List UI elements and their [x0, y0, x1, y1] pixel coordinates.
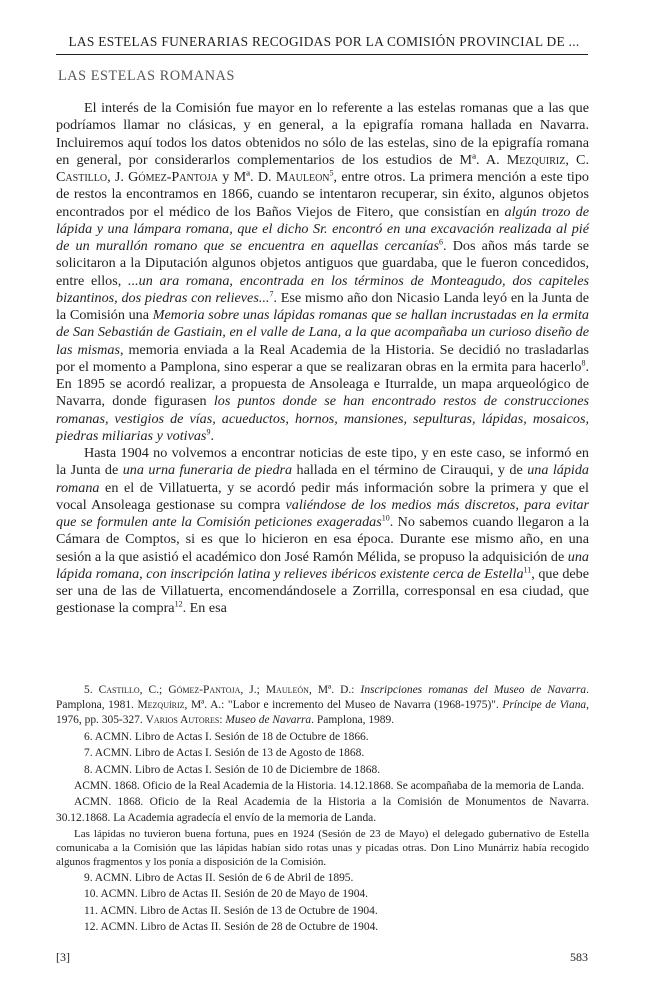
author-name: Mezquíriz: [137, 699, 185, 712]
work-title: Museo de Navarra: [225, 714, 312, 727]
running-header: LAS ESTELAS FUNERARIAS RECOGIDAS POR LA COMISIÓN PROVINCIAL DE ...: [68, 34, 580, 49]
footnote-8-cont-2: ACMN. 1868. Oficio de la Real Academia de la Historia a la Comisión de Monumentos de Navarra. 30.12.1868. La Academia agradecía el envío de la memoria de Landa.: [56, 796, 589, 824]
footnote-ref: 10: [381, 513, 390, 523]
footnote-ref: 12: [174, 599, 183, 609]
footnote-ref: 9: [206, 427, 211, 437]
footnote-8: 8. ACMN. Libro de Actas I. Sesión de 10 de Diciembre de 1868.: [84, 763, 381, 776]
text-run: , entre otros. La primera mención a este tipo de restos la encontramos en 1866, cuando se intentaron recuperar, sin éxito, algunos objetos encontrados por el médico de los Baños Viejos de Fitero, que consistían en: [56, 169, 589, 220]
text-run: :: [219, 714, 226, 727]
footnote-11: 11. ACMN. Libro de Actas II. Sesión de 13 de Octubre de 1904.: [84, 904, 378, 917]
quote: una urna funeraria de piedra: [122, 462, 293, 479]
footnote-5: [56, 683, 589, 729]
text-run: . En esa: [182, 600, 227, 617]
text-run: Hasta 1904 no volvemos a encontrar noticias de este tipo, y en este caso, se informó en la Junta de: [56, 445, 589, 479]
author-name: Mezquiriz: [506, 151, 566, 168]
paragraph-1: [56, 100, 589, 445]
text-run: .: [210, 427, 214, 444]
section-marker: [3]: [56, 950, 70, 964]
quote: los puntos donde se han encontrado restos de construcciones romanas, vestigios de vías, acueductos, hornos, mansiones, sepulturas, lápidas, mosaicos, piedras miliarias y votivas: [56, 393, 589, 444]
author-name: Mauleon: [275, 169, 330, 185]
author-name: Varios Autores: [145, 714, 220, 727]
body-text: [56, 100, 589, 618]
author-name: Gómez-Pantoja: [128, 169, 218, 185]
work-title: Príncipe de Viana: [502, 699, 587, 712]
text-run: en el de Villatuerta, y se acordó pedir más información sobre la primera y que el vocal Ansoleaga gestionase su compra: [56, 479, 589, 513]
text-run: . Ese mismo año don Nicasio Landa leyó en la Junta de la Comisión una: [56, 289, 589, 323]
text-run: , Mª. D.:: [308, 684, 361, 696]
footnote-9: 9. ACMN. Libro de Actas II. Sesión de 6 de Abril de 1895.: [84, 871, 354, 884]
text-run: . En 1895 se acordó realizar, a propuesta de Ansoleaga e Iturralde, un mapa arqueológico de Navarra, donde figurasen: [56, 358, 589, 410]
text-run: , memoria enviada a la Real Academia de la Historia. Se decidió no trasladarlas por el momento a Pamplona, sino esperar a que se realizaran obras en la ermita para hacerlo: [56, 341, 589, 375]
footnote-number: 5.: [84, 684, 99, 696]
footnote-7: 7. ACMN. Libro de Actas I. Sesión de 13 de Agosto de 1868.: [84, 747, 365, 760]
footnote-ref: 6: [438, 237, 443, 247]
text-run: , Mª. A.: "Labor e incremento del Museo de Navarra (1968-1975)".: [184, 699, 503, 712]
quote: valiéndose de los medios más discretos, para evitar que se formulen ante la Comisión peticiones exageradas: [56, 496, 589, 530]
text-run: . No sabemos cuando llegaron a la Cámara de Comptos, si es que lo hicieron en esa época. Durante ese mismo año, en una sesión a la que asistió el académico don José Ramón Mélida, se propuso la adquisición de: [56, 514, 590, 565]
author-name: Gómez-Pantoja: [168, 684, 241, 696]
text-run: hallada en el término de Cirauqui, y de: [292, 462, 528, 479]
paragraph-2: [56, 445, 589, 618]
quote: algún trozo de lápida y una lámpara romana, que el dicho Sr. encontró en una excavación realizada al pié de un murallón romano que se encuentra en aquellas cercanías: [56, 203, 589, 254]
work-title: Inscripciones romanas del Museo de Navarra: [360, 684, 587, 696]
footnote-8-cont-3: Las lápidas no tuvieron buena fortuna, pues en 1924 (Sesión de 23 de Mayo) el delegado gubernativo de Estella comunicaba a la Comisión que las lápidas habían sido rotas unas y picadas otras. Don Lino Munárriz había recogido algunos fragmentos y los ponía a disposición de la Comisión.: [56, 827, 589, 869]
author-name: Castillo: [98, 684, 140, 696]
footnote-10: 10. ACMN. Libro de Actas II. Sesión de 20 de Mayo de 1904.: [84, 888, 368, 901]
footnote-ref: 5: [329, 168, 334, 178]
text-run: El interés de la Comisión fue mayor en lo referente a las estelas romanas que a las que podríamos llamar no clásicas, y en general, a la epigrafía romana hallada en Navarra. Incluiremos aquí todos los datos obtenidos no sólo de las estelas, sino de la epigrafía romana en general, por considerarlos complementarios de los estudios de Mª. A.: [56, 100, 589, 168]
footnote-ref: 8: [581, 358, 586, 368]
quote: ...un ara romana, encontrada en los términos de Monteagudo, dos capiteles bizantinos, dos piedras con relieves...: [56, 272, 589, 306]
text-run: , 1976, pp. 305-327.: [56, 699, 589, 727]
text-run: , J.: [107, 169, 129, 185]
text-run: , C.: [565, 151, 589, 168]
text-run: . Dos años más tarde se solicitaron a la Diputación algunos objetos antiguos que guardaba, que le fueron concedidos, entre ellos,: [56, 238, 589, 289]
page-number: 583: [570, 950, 588, 964]
quote: una lápida romana: [56, 462, 589, 496]
header-rule: [56, 54, 588, 55]
footnote-6: 6. ACMN. Libro de Actas I. Sesión de 18 de Octubre de 1866.: [84, 730, 369, 743]
quote: Memoria sobre unas lápidas romanas que se hallan incrustadas en la ermita de San Sebastián de Gastiain, en el valle de Lana, a la que acompañaba un curioso diseño de las mismas: [56, 307, 589, 358]
footnote-12: 12. ACMN. Libro de Actas II. Sesión de 28 de Octubre de 1904.: [84, 920, 379, 933]
text-run: . Pamplona, 1989.: [311, 714, 395, 727]
quote: una lápida romana, con inscripción latina y relieves ibéricos existente cerca de Estella: [56, 548, 589, 582]
text-run: y Mª. D.: [218, 169, 276, 185]
section-title: LAS ESTELAS ROMANAS: [58, 68, 235, 84]
author-name: Castillo: [56, 169, 108, 185]
text-run: . Pamplona, 1981.: [56, 684, 590, 712]
text-run: , C.;: [139, 684, 169, 696]
footnote-ref: 11: [523, 565, 532, 575]
author-name: Mauleón: [265, 684, 309, 696]
footnote-8-cont-1: ACMN. 1868. Oficio de la Real Academia de la Historia. 14.12.1868. Se acompañaba de la memoria de Landa.: [74, 779, 585, 792]
footnotes: [56, 683, 589, 936]
text-run: , que debe ser una de las de Villatuerta, encomendándosele a Zorrilla, corresponsal en esa ciudad, que gestionase la compra: [56, 565, 590, 617]
text-run: , J.;: [240, 684, 266, 696]
footnote-ref: 7: [269, 289, 274, 299]
